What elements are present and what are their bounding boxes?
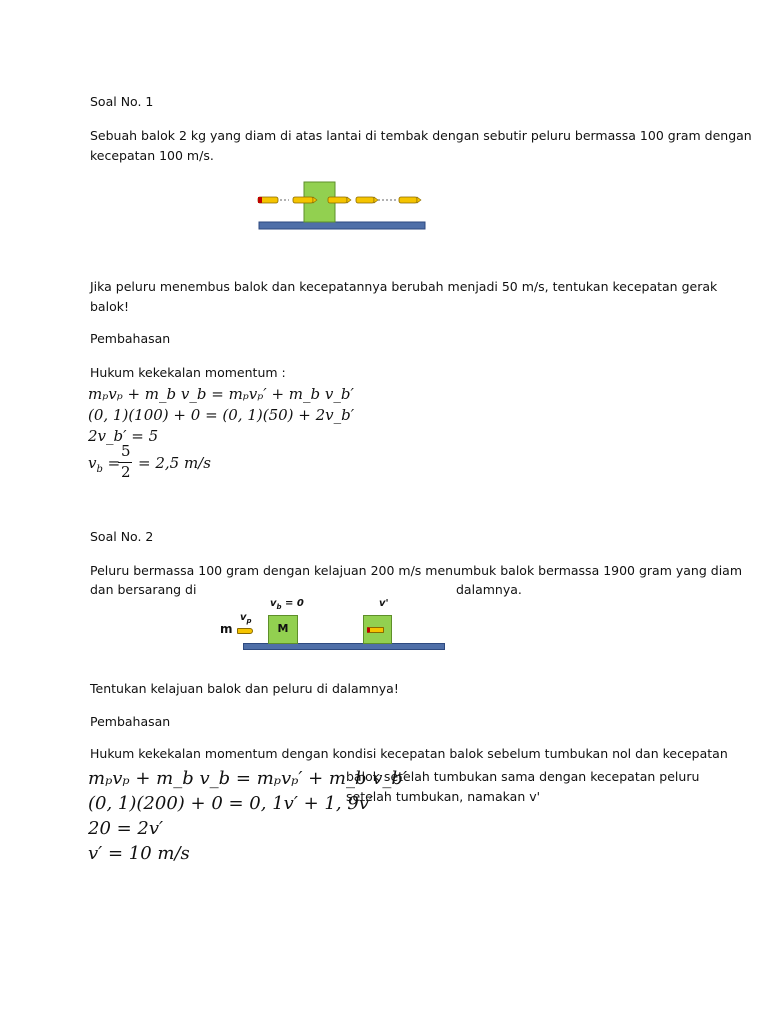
soal-2-equation-2: (0, 1)(200) + 0 = 0, 1v′ + 1, 9v′ [88, 793, 374, 814]
figure-2-bullet-embedded [215, 595, 450, 655]
soal-1-question2-line-1: Jika peluru menembus balok dan kecepatannya berubah menjadi 50 m/s, tentukan kecepatan gerak [90, 279, 718, 294]
soal-2-hukum-line-3: setelah tumbukan, namakan v' [346, 789, 541, 804]
v-prime-label: v' [379, 598, 389, 609]
soal-2-question-line-2-right: dalamnya. [456, 582, 522, 597]
mass-m-label: m [220, 622, 233, 636]
floor [259, 222, 425, 229]
block-label: M [277, 622, 289, 635]
embedded-bullet-icon [367, 627, 384, 633]
soal-2-question2: Tentukan kelajuan balok dan peluru di dalamnya! [90, 681, 399, 696]
bullet-icon [328, 197, 351, 203]
soal-1-hukum: Hukum kekekalan momentum : [90, 365, 286, 380]
soal-2-pembahasan: Pembahasan [90, 714, 171, 729]
figure-1-bullet-through-block [255, 180, 430, 235]
soal-2-equation-3: 20 = 2v′ [88, 818, 164, 839]
floor [243, 643, 445, 650]
soal-1-question-line-2: kecepatan 100 m/s. [90, 148, 214, 163]
soal-1-question-line-1: Sebuah balok 2 kg yang diam di atas lantai di tembak dengan sebutir peluru bermassa 100 gram dengan [90, 128, 752, 143]
soal-2-hukum-line-1: Hukum kekekalan momentum dengan kondisi kecepatan balok sebelum tumbukan nol dan kecepatan [90, 746, 728, 761]
soal-1-heading: Soal No. 1 [90, 94, 154, 109]
soal-1-equation-3: 2v_b′ = 5 [88, 427, 159, 445]
soal-2-question-line-2-left: dan bersarang di [90, 582, 197, 597]
soal-2-heading: Soal No. 2 [90, 529, 154, 544]
soal-1-equation-1: mₚvₚ + m_b v_b = mₚvₚ′ + m_b v_b′ [88, 385, 354, 403]
bullet-icon [293, 197, 317, 203]
soal-2-equation-1: mₚvₚ + m_b v_b = mₚvₚ′ + m_b v_b′ [88, 768, 408, 789]
bullet-icon [356, 197, 378, 203]
soal-1-pembahasan: Pembahasan [90, 331, 171, 346]
bullet-icon [399, 197, 421, 203]
bullet-icon [258, 197, 278, 203]
vb-zero-label: $v_b = 0$ [270, 598, 304, 611]
soal-2-equation-4: v′ = 10 m/s [88, 843, 190, 864]
soal-2-hukum-line-2: balok setelah tumbukan sama dengan kecepatan peluru [346, 769, 700, 784]
soal-1-equation-2: (0, 1)(100) + 0 = (0, 1)(50) + 2v_b′ [88, 406, 355, 424]
soal-2-question-line-1: Peluru bermassa 100 gram dengan kelajuan 200 m/s menumbuk balok bermassa 1900 gram yang diam [90, 563, 743, 578]
vp-label: $v_p$ [240, 612, 252, 625]
bullet-icon [237, 628, 253, 634]
soal-1-question2-line-2: balok! [90, 299, 129, 314]
